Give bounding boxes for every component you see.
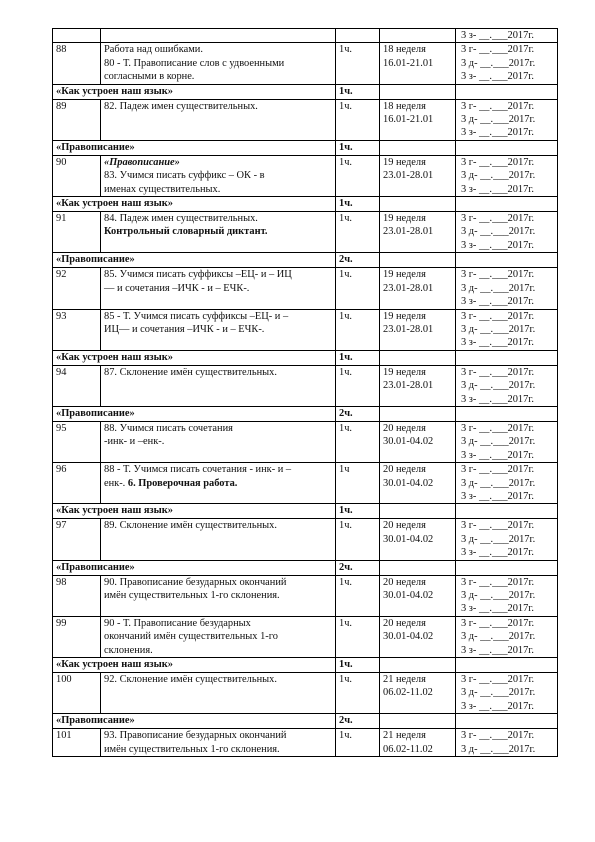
lesson-number-cell bbox=[53, 463, 101, 504]
lesson-number: 100 bbox=[56, 674, 72, 686]
section-week-cell bbox=[380, 714, 456, 729]
lesson-row bbox=[53, 155, 558, 196]
section-row bbox=[53, 714, 558, 729]
date-line: 3 д- __.___2017г. bbox=[461, 323, 536, 335]
lesson-row bbox=[53, 463, 558, 504]
lesson-topic-fragment: енк-. bbox=[104, 477, 128, 489]
lesson-topic-cell bbox=[101, 365, 336, 406]
section-title-cell bbox=[53, 350, 336, 365]
lesson-hours-cell bbox=[336, 729, 380, 757]
section-dates-cell bbox=[456, 140, 558, 155]
date-line: 3 г- __.___2017г. bbox=[461, 422, 535, 434]
lesson-hours: 1ч. bbox=[339, 730, 353, 742]
date-line: 3 д- __.___2017г. bbox=[461, 436, 536, 448]
lesson-hours-cell bbox=[336, 575, 380, 616]
lesson-topic-cell bbox=[101, 575, 336, 616]
lesson-week-cell bbox=[380, 43, 456, 84]
section-title: «Правописание» bbox=[56, 715, 135, 727]
lesson-hours-cell bbox=[336, 463, 380, 504]
lesson-hours-cell bbox=[336, 212, 380, 253]
date-line: 3 д- __.___2017г. bbox=[461, 631, 536, 643]
lesson-week-cell bbox=[380, 616, 456, 657]
lesson-plan-table bbox=[52, 28, 558, 757]
section-hours-cell bbox=[336, 84, 380, 99]
section-hours: 2ч. bbox=[339, 561, 353, 573]
lesson-number-cell bbox=[53, 519, 101, 560]
section-hours: 2ч. bbox=[339, 407, 353, 419]
week-label: 19 неделя bbox=[383, 310, 426, 322]
lesson-topic-line: -инк- и –енк-. bbox=[104, 436, 165, 448]
section-hours-cell bbox=[336, 140, 380, 155]
section-row bbox=[53, 658, 558, 673]
week-label: 20 неделя bbox=[383, 520, 426, 532]
date-line: 3 г- __.___2017г. bbox=[461, 156, 535, 168]
lesson-topic-line bbox=[104, 477, 333, 490]
date-line: 3 г- __.___2017г. bbox=[461, 44, 535, 56]
lesson-number-cell bbox=[53, 616, 101, 657]
section-title: «Правописание» bbox=[56, 407, 135, 419]
date-line: 3 д- __.___2017г. bbox=[461, 282, 536, 294]
lesson-hours: 1ч. bbox=[339, 44, 353, 56]
lesson-number-cell bbox=[53, 421, 101, 462]
section-dates-cell bbox=[456, 197, 558, 212]
lesson-topic-line: 83. Учимся писать суффикс – ОК - в bbox=[104, 170, 265, 182]
week-label: 21 неделя bbox=[383, 730, 426, 742]
section-title: «Правописание» bbox=[56, 561, 135, 573]
date-line: 3 д- __.___2017г. bbox=[461, 57, 536, 69]
section-row bbox=[53, 560, 558, 575]
lesson-topic-line: 90 - Т. Правописание безударных bbox=[104, 617, 251, 629]
week-label: 20 неделя bbox=[383, 617, 426, 629]
lesson-hours: 1ч. bbox=[339, 310, 353, 322]
lesson-hours: 1ч. bbox=[339, 520, 353, 532]
lesson-topic-line: имён существительных 1-го склонения. bbox=[104, 743, 280, 755]
week-label: 20 неделя bbox=[383, 464, 426, 476]
lesson-topic-line: 88. Учимся писать сочетания bbox=[104, 422, 233, 434]
lesson-number-cell bbox=[53, 43, 101, 84]
lesson-hours: 1ч. bbox=[339, 156, 353, 168]
section-week-cell bbox=[380, 504, 456, 519]
date-line: 3 г- __.___2017г. bbox=[461, 269, 535, 281]
lesson-topic-heading: «Правописание» bbox=[104, 156, 180, 168]
lesson-dates-cell bbox=[456, 729, 558, 757]
lesson-topic-line: склонения. bbox=[104, 644, 153, 656]
lesson-number-cell bbox=[53, 212, 101, 253]
continued-row bbox=[53, 29, 558, 43]
section-row bbox=[53, 350, 558, 365]
lesson-week-cell bbox=[380, 519, 456, 560]
lesson-number: 98 bbox=[56, 576, 67, 588]
lesson-row bbox=[53, 673, 558, 714]
section-dates-cell bbox=[456, 84, 558, 99]
section-week-cell bbox=[380, 140, 456, 155]
lesson-topic-line: 92. Склонение имён существительных. bbox=[104, 674, 277, 686]
lesson-dates-cell bbox=[456, 212, 558, 253]
date-line: 3 д- __.___2017г. bbox=[461, 380, 536, 392]
lesson-topic-line: 85 - Т. Учимся писать суффиксы –ЕЦ- и – bbox=[104, 310, 289, 322]
week-range: 30.01-04.02 bbox=[383, 477, 434, 489]
date-line: 3 з- __.___2017г. bbox=[461, 547, 534, 559]
section-dates-cell bbox=[456, 406, 558, 421]
lesson-number-cell bbox=[53, 29, 101, 43]
section-hours-cell bbox=[336, 197, 380, 212]
lesson-number: 94 bbox=[56, 366, 67, 378]
lesson-week-cell bbox=[380, 463, 456, 504]
section-hours: 1ч. bbox=[339, 505, 353, 517]
date-line: 3 з- __.___2017г. bbox=[461, 644, 534, 656]
lesson-row bbox=[53, 616, 558, 657]
section-title-cell bbox=[53, 406, 336, 421]
lesson-topic-line: именах существительных. bbox=[104, 183, 221, 195]
date-line: 3 г- __.___2017г. bbox=[461, 520, 535, 532]
section-hours: 1ч. bbox=[339, 141, 353, 153]
date-line: 3 з- __.___2017г. bbox=[461, 393, 534, 405]
section-hours-cell bbox=[336, 406, 380, 421]
week-range: 16.01-21.01 bbox=[383, 57, 434, 69]
lesson-number-cell bbox=[53, 575, 101, 616]
section-hours: 1ч. bbox=[339, 659, 353, 671]
section-title: «Правописание» bbox=[56, 254, 135, 266]
lesson-dates-cell bbox=[456, 99, 558, 140]
date-line: 3 д- __.___2017г. bbox=[461, 533, 536, 545]
lesson-topic-line: окончаний имён существительных 1-го bbox=[104, 631, 278, 643]
lesson-hours: 1ч. bbox=[339, 617, 353, 629]
lesson-week-cell bbox=[380, 421, 456, 462]
lesson-hours: 1ч. bbox=[339, 576, 353, 588]
lesson-number: 91 bbox=[56, 213, 67, 225]
week-range: 06.02-11.02 bbox=[383, 687, 433, 699]
week-range: 30.01-04.02 bbox=[383, 590, 434, 601]
lesson-hours-cell bbox=[336, 673, 380, 714]
section-week-cell bbox=[380, 350, 456, 365]
lesson-hours: 1ч. bbox=[339, 100, 353, 112]
section-dates-cell bbox=[456, 714, 558, 729]
lesson-topic-cell bbox=[101, 309, 336, 350]
lesson-topic-cell bbox=[101, 519, 336, 560]
lesson-dates-cell bbox=[456, 309, 558, 350]
lesson-topic-emphasis: 6. Проверочная работа. bbox=[127, 477, 238, 489]
lesson-number-cell bbox=[53, 729, 101, 757]
date-line: 3 д- __.___2017г. bbox=[461, 170, 536, 182]
date-line: 3 з- __.___2017г. bbox=[461, 239, 534, 251]
week-label: 20 неделя bbox=[383, 422, 426, 434]
lesson-row bbox=[53, 268, 558, 309]
lesson-hours: 1ч bbox=[339, 464, 350, 476]
lesson-topic-line: ИЦ— и сочетания –ИЧК - и – ЕЧК-. bbox=[104, 323, 265, 335]
week-range: 16.01-21.01 bbox=[383, 114, 434, 126]
lesson-hours-cell bbox=[336, 421, 380, 462]
date-line: 3 г- __.___2017г. bbox=[461, 310, 535, 322]
lesson-row bbox=[53, 575, 558, 616]
section-row bbox=[53, 253, 558, 268]
lesson-topic-cell bbox=[101, 421, 336, 462]
section-week-cell bbox=[380, 658, 456, 673]
date-line: 3 д- __.___2017г. bbox=[461, 743, 536, 755]
week-range: 30.01-04.02 bbox=[383, 533, 434, 545]
lesson-hours-cell bbox=[336, 43, 380, 84]
lesson-row bbox=[53, 365, 558, 406]
date-line: 3 з- __.___2017г. bbox=[461, 30, 534, 41]
week-range: 23.01-28.01 bbox=[383, 380, 434, 392]
lesson-number-cell bbox=[53, 365, 101, 406]
date-line: 3 г- __.___2017г. bbox=[461, 464, 535, 476]
section-hours-cell bbox=[336, 504, 380, 519]
lesson-week-cell bbox=[380, 212, 456, 253]
lesson-topic-cell bbox=[101, 99, 336, 140]
section-title: «Как устроен наш язык» bbox=[56, 85, 173, 97]
lesson-plan-body bbox=[53, 29, 558, 757]
section-title: «Как устроен наш язык» bbox=[56, 351, 173, 363]
lesson-topic-cell bbox=[101, 212, 336, 253]
lesson-week-cell bbox=[380, 99, 456, 140]
section-title-cell bbox=[53, 714, 336, 729]
date-line: 3 г- __.___2017г. bbox=[461, 213, 535, 225]
lesson-topic-line: 90. Правописание безударных окончаний bbox=[104, 576, 287, 588]
section-title-cell bbox=[53, 197, 336, 212]
lesson-topic-line: — и сочетания –ИЧК - и – ЕЧК-. bbox=[104, 282, 250, 294]
week-range: 23.01-28.01 bbox=[383, 323, 434, 335]
lesson-topic-line: 84. Падеж имен существительных. bbox=[104, 213, 258, 225]
lesson-number-cell bbox=[53, 309, 101, 350]
week-label: 18 неделя bbox=[383, 100, 426, 112]
date-line: 3 д- __.___2017г. bbox=[461, 114, 536, 126]
lesson-number: 96 bbox=[56, 464, 67, 476]
lesson-dates-cell bbox=[456, 43, 558, 84]
section-week-cell bbox=[380, 253, 456, 268]
lesson-dates-cell bbox=[456, 673, 558, 714]
week-label: 21 неделя bbox=[383, 674, 426, 686]
lesson-number: 101 bbox=[56, 730, 72, 742]
week-label: 18 неделя bbox=[383, 44, 426, 56]
lesson-number: 99 bbox=[56, 617, 67, 629]
lesson-number: 93 bbox=[56, 310, 67, 322]
section-title: «Как устроен наш язык» bbox=[56, 198, 173, 210]
date-line: 3 д- __.___2017г. bbox=[461, 477, 536, 489]
date-line: 3 г- __.___2017г. bbox=[461, 674, 535, 686]
section-hours-cell bbox=[336, 253, 380, 268]
section-title-cell bbox=[53, 253, 336, 268]
week-range: 30.01-04.02 bbox=[383, 631, 434, 643]
lesson-dates-cell bbox=[456, 29, 558, 43]
lesson-hours: 1ч. bbox=[339, 366, 353, 378]
lesson-hours-cell bbox=[336, 519, 380, 560]
lesson-topic-emphasis: Контрольный словарный диктант. bbox=[104, 226, 268, 238]
section-hours: 2ч. bbox=[339, 254, 353, 266]
lesson-hours: 1ч. bbox=[339, 422, 353, 434]
section-dates-cell bbox=[456, 658, 558, 673]
section-row bbox=[53, 197, 558, 212]
lesson-number: 90 bbox=[56, 156, 67, 168]
section-title-cell bbox=[53, 504, 336, 519]
lesson-hours-cell bbox=[336, 365, 380, 406]
section-hours: 1ч. bbox=[339, 198, 353, 210]
lesson-row bbox=[53, 43, 558, 84]
lesson-topic-cell bbox=[101, 729, 336, 757]
section-hours-cell bbox=[336, 560, 380, 575]
lesson-row bbox=[53, 421, 558, 462]
lesson-topic-line: 93. Правописание безударных окончаний bbox=[104, 730, 287, 742]
week-range: 23.01-28.01 bbox=[383, 170, 434, 182]
week-range: 06.02-11.02 bbox=[383, 743, 433, 755]
week-range: 23.01-28.01 bbox=[383, 282, 434, 294]
lesson-row bbox=[53, 519, 558, 560]
lesson-row bbox=[53, 309, 558, 350]
week-range: 23.01-28.01 bbox=[383, 226, 434, 238]
section-title-cell bbox=[53, 560, 336, 575]
lesson-number: 92 bbox=[56, 269, 67, 281]
lesson-hours: 1ч. bbox=[339, 269, 353, 281]
lesson-topic-line: имён существительных 1-го склонения. bbox=[104, 590, 280, 601]
lesson-number-cell bbox=[53, 673, 101, 714]
week-range: 30.01-04.02 bbox=[383, 436, 434, 448]
lesson-week-cell bbox=[380, 575, 456, 616]
lesson-topic-line: 87. Склонение имён существительных. bbox=[104, 366, 277, 378]
date-line: 3 г- __.___2017г. bbox=[461, 576, 535, 588]
lesson-week-cell bbox=[380, 673, 456, 714]
section-title-cell bbox=[53, 658, 336, 673]
lesson-hours-cell bbox=[336, 268, 380, 309]
lesson-week-cell bbox=[380, 155, 456, 196]
date-line: 3 з- __.___2017г. bbox=[461, 490, 534, 502]
lesson-topic-line: согласными в корне. bbox=[104, 71, 195, 83]
lesson-row bbox=[53, 729, 558, 757]
section-dates-cell bbox=[456, 504, 558, 519]
lesson-hours: 1ч. bbox=[339, 213, 353, 225]
section-row bbox=[53, 84, 558, 99]
lesson-dates-cell bbox=[456, 519, 558, 560]
date-line: 3 г- __.___2017г. bbox=[461, 617, 535, 629]
week-label: 19 неделя bbox=[383, 366, 426, 378]
lesson-row bbox=[53, 212, 558, 253]
section-hours-cell bbox=[336, 658, 380, 673]
date-line: 3 д- __.___2017г. bbox=[461, 226, 536, 238]
lesson-topic-cell bbox=[101, 268, 336, 309]
section-hours: 1ч. bbox=[339, 85, 353, 97]
lesson-number: 95 bbox=[56, 422, 67, 434]
section-title: «Как устроен наш язык» bbox=[56, 505, 173, 517]
date-line: 3 з- __.___2017г. bbox=[461, 183, 534, 195]
lesson-number-cell bbox=[53, 268, 101, 309]
section-title: «Как устроен наш язык» bbox=[56, 659, 173, 671]
lesson-hours-cell bbox=[336, 99, 380, 140]
section-row bbox=[53, 406, 558, 421]
date-line: 3 з- __.___2017г. bbox=[461, 337, 534, 349]
date-line: 3 д- __.___2017г. bbox=[461, 590, 536, 601]
week-label: 20 неделя bbox=[383, 576, 426, 588]
lesson-topic-cell bbox=[101, 673, 336, 714]
date-line: 3 г- __.___2017г. bbox=[461, 100, 535, 112]
section-week-cell bbox=[380, 84, 456, 99]
lesson-dates-cell bbox=[456, 463, 558, 504]
lesson-hours-cell bbox=[336, 155, 380, 196]
lesson-week-cell bbox=[380, 365, 456, 406]
lesson-dates-cell bbox=[456, 365, 558, 406]
section-week-cell bbox=[380, 406, 456, 421]
date-line: 3 з- __.___2017г. bbox=[461, 700, 534, 712]
lesson-topic-cell bbox=[101, 43, 336, 84]
week-label: 19 неделя bbox=[383, 213, 426, 225]
section-row bbox=[53, 140, 558, 155]
lesson-dates-cell bbox=[456, 616, 558, 657]
lesson-topic-cell bbox=[101, 463, 336, 504]
lesson-dates-cell bbox=[456, 155, 558, 196]
lesson-topic-cell bbox=[101, 616, 336, 657]
lesson-row bbox=[53, 99, 558, 140]
lesson-dates-cell bbox=[456, 268, 558, 309]
date-line: 3 з- __.___2017г. bbox=[461, 603, 534, 615]
section-title-cell bbox=[53, 140, 336, 155]
lesson-dates-cell bbox=[456, 575, 558, 616]
date-line: 3 з- __.___2017г. bbox=[461, 71, 534, 83]
section-week-cell bbox=[380, 560, 456, 575]
section-dates-cell bbox=[456, 560, 558, 575]
date-line: 3 г- __.___2017г. bbox=[461, 730, 535, 742]
date-line: 3 з- __.___2017г. bbox=[461, 296, 534, 308]
section-hours-cell bbox=[336, 714, 380, 729]
date-line: 3 з- __.___2017г. bbox=[461, 127, 534, 139]
lesson-hours-cell bbox=[336, 29, 380, 43]
section-title: «Правописание» bbox=[56, 141, 135, 153]
lesson-topic-line: Работа над ошибками. bbox=[104, 44, 203, 56]
section-row bbox=[53, 504, 558, 519]
lesson-number: 88 bbox=[56, 44, 67, 56]
section-dates-cell bbox=[456, 350, 558, 365]
week-label: 19 неделя bbox=[383, 156, 426, 168]
date-line: 3 з- __.___2017г. bbox=[461, 449, 534, 461]
lesson-hours-cell bbox=[336, 309, 380, 350]
section-dates-cell bbox=[456, 253, 558, 268]
section-week-cell bbox=[380, 197, 456, 212]
lesson-number-cell bbox=[53, 99, 101, 140]
lesson-topic-line: 88 - Т. Учимся писать сочетания - инк- и – bbox=[104, 464, 292, 476]
lesson-number: 97 bbox=[56, 520, 67, 532]
section-hours: 1ч. bbox=[339, 351, 353, 363]
lesson-number: 89 bbox=[56, 100, 67, 112]
lesson-topic-line: 80 - Т. Правописание слов с удвоенными bbox=[104, 57, 285, 69]
lesson-number-cell bbox=[53, 155, 101, 196]
lesson-week-cell bbox=[380, 729, 456, 757]
lesson-topic-line: 85. Учимся писать суффиксы –ЕЦ- и – ИЦ bbox=[104, 269, 292, 281]
week-label: 19 неделя bbox=[383, 269, 426, 281]
lesson-dates-cell bbox=[456, 421, 558, 462]
lesson-week-cell bbox=[380, 29, 456, 43]
section-hours: 2ч. bbox=[339, 715, 353, 727]
lesson-topic-cell bbox=[101, 155, 336, 196]
section-hours-cell bbox=[336, 350, 380, 365]
section-title-cell bbox=[53, 84, 336, 99]
lesson-week-cell bbox=[380, 268, 456, 309]
date-line: 3 д- __.___2017г. bbox=[461, 687, 536, 699]
lesson-week-cell bbox=[380, 309, 456, 350]
lesson-topic-line: 89. Склонение имён существительных. bbox=[104, 520, 277, 532]
lesson-topic-line: 82. Падеж имен существительных. bbox=[104, 100, 258, 112]
lesson-topic-cell bbox=[101, 29, 336, 43]
lesson-hours: 1ч. bbox=[339, 674, 353, 686]
date-line: 3 г- __.___2017г. bbox=[461, 366, 535, 378]
lesson-hours-cell bbox=[336, 616, 380, 657]
